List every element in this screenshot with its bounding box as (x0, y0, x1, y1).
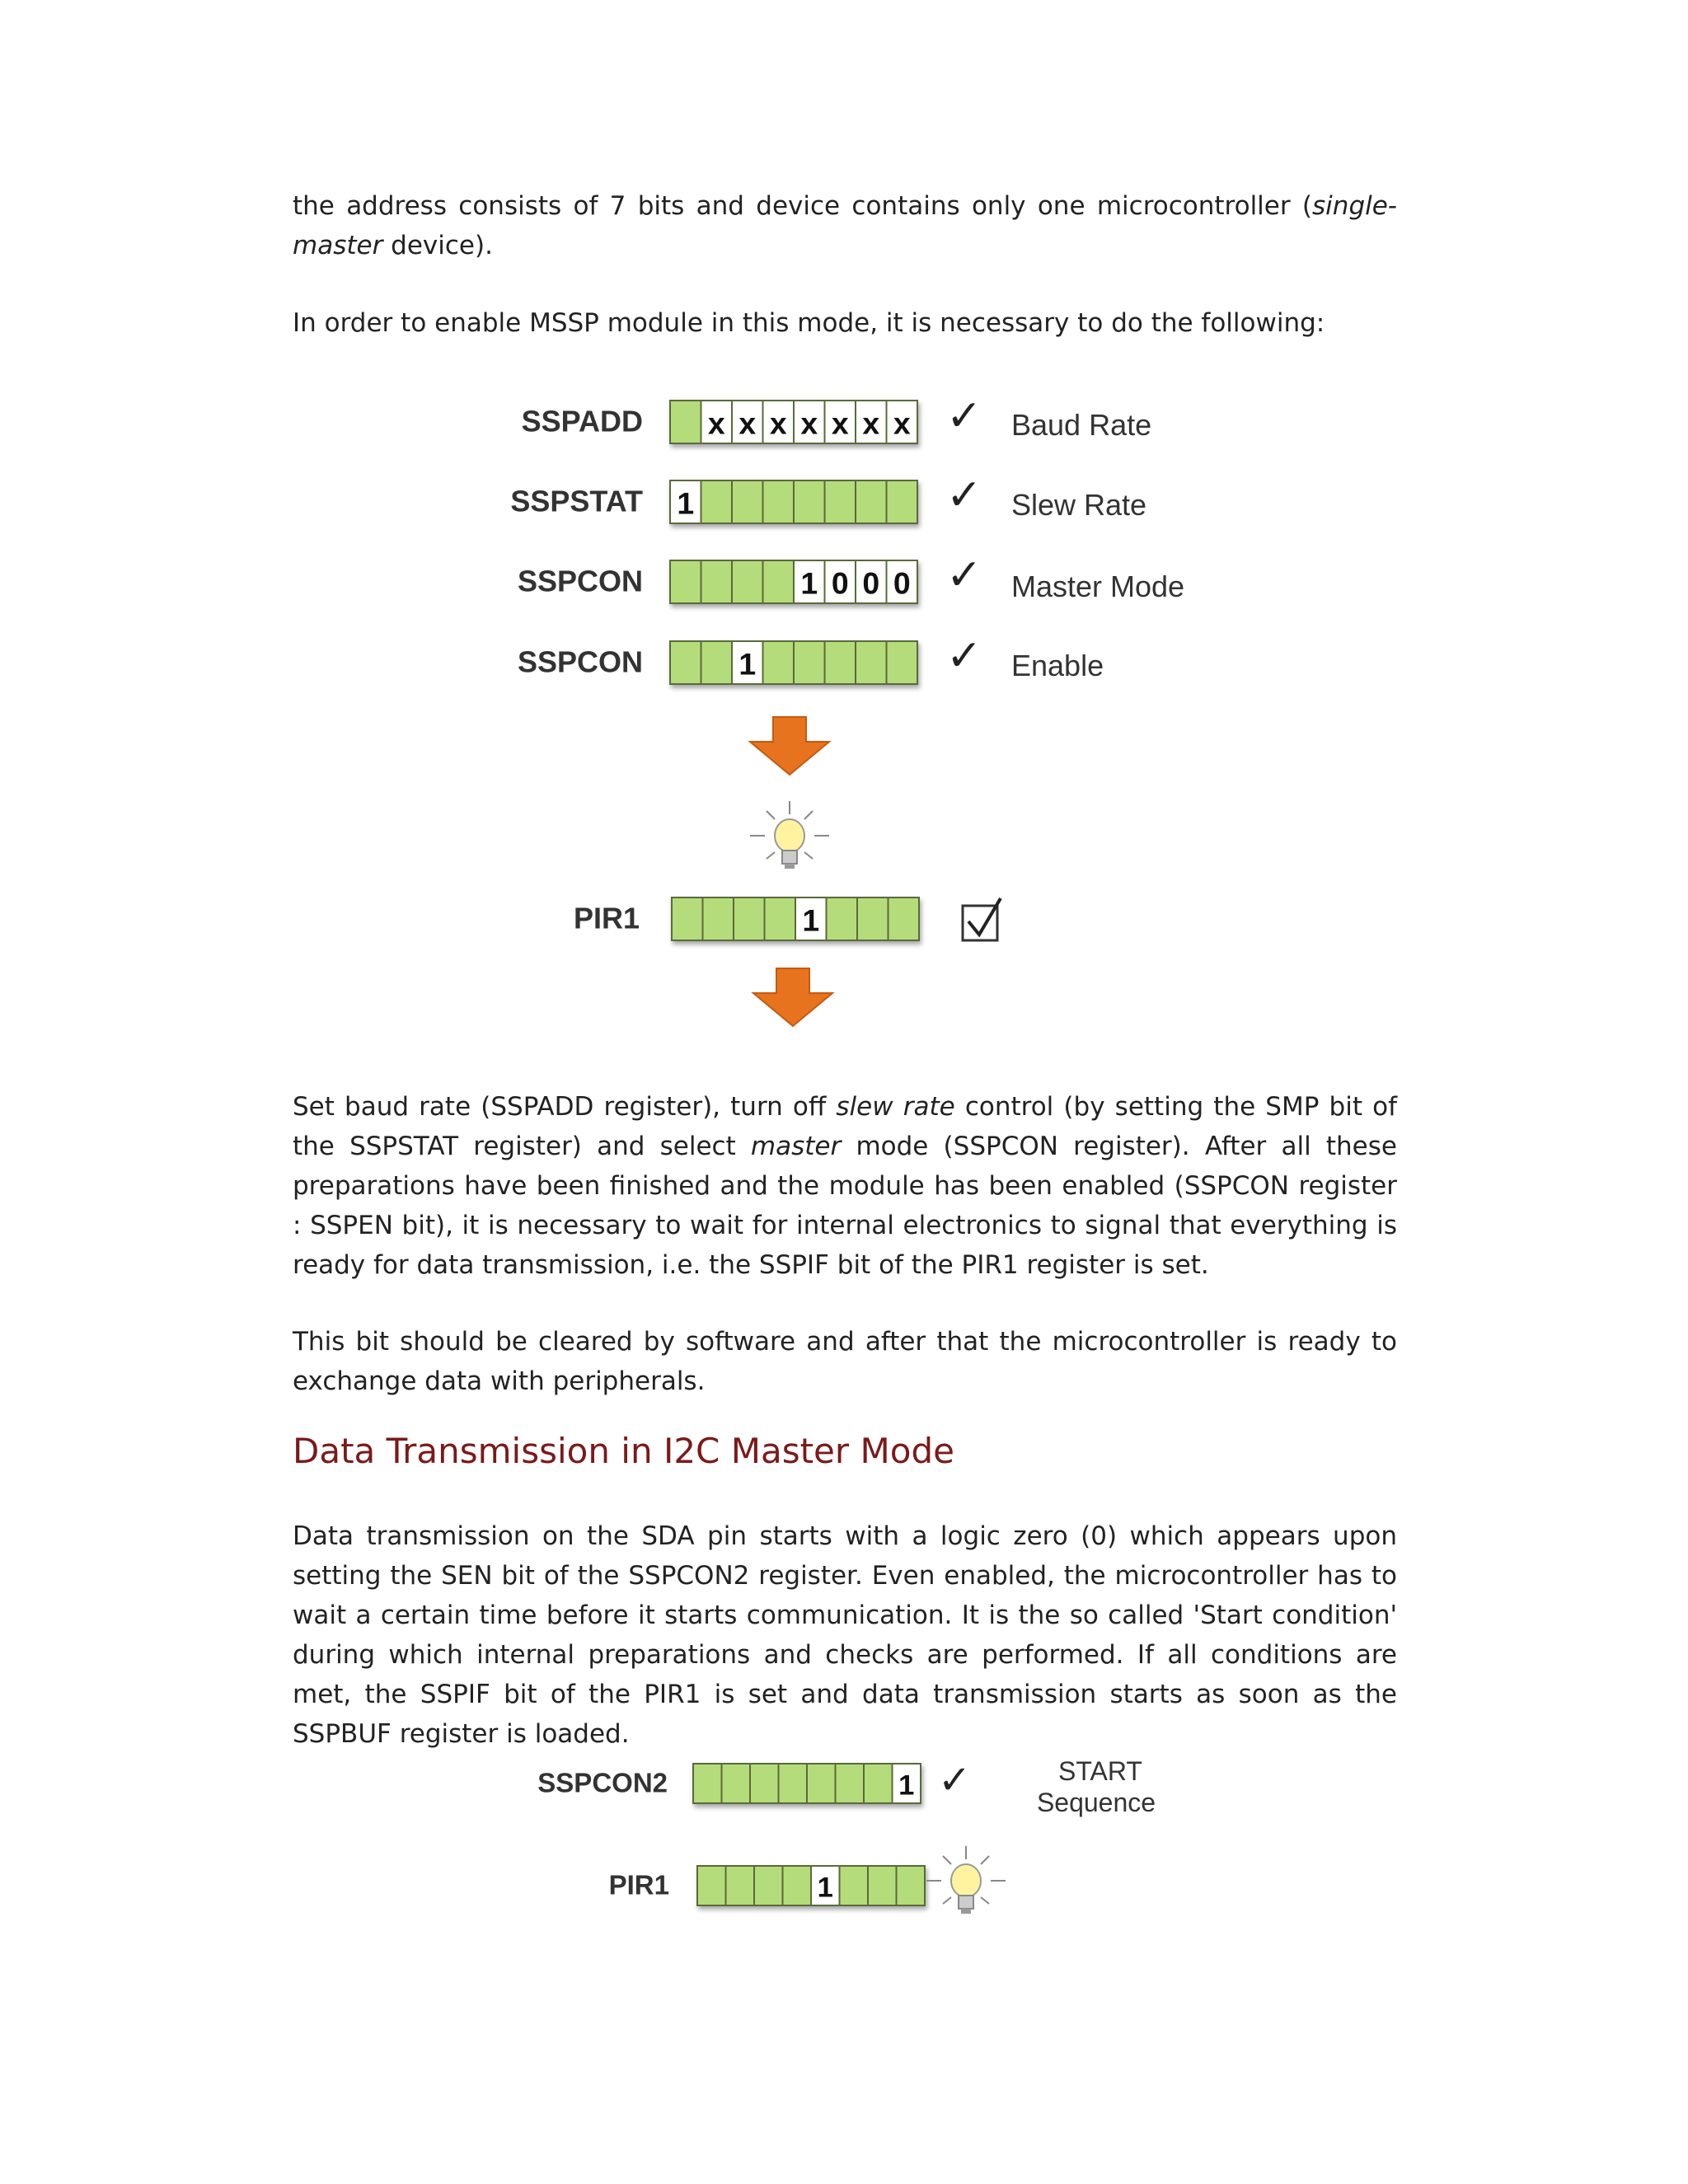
lightbulb-icon (926, 1846, 1006, 1914)
register-bit (732, 480, 763, 523)
intro-text-end: device). (382, 231, 493, 260)
cleared-text: This bit should be cleared by software and after that the microcontroller is ready to exchange data with peripherals. (293, 1327, 1397, 1396)
bit-value: 1 (800, 565, 818, 601)
register-bit (836, 1764, 865, 1803)
register-bit (763, 560, 795, 603)
bit-value: 0 (893, 565, 911, 601)
checkbox-icon (963, 898, 1001, 940)
bit-value: 1 (898, 1769, 915, 1802)
register-bit (693, 1764, 722, 1803)
register-name: PIR1 (573, 901, 640, 935)
down-arrow-icon (750, 717, 829, 775)
register-bit (897, 1866, 926, 1905)
register-name: SSPADD (521, 404, 643, 438)
register-bits (670, 641, 917, 684)
setup-italic-1: slew rate (836, 1092, 955, 1122)
register-bit (868, 1866, 897, 1905)
register-bits (670, 560, 917, 603)
start-sequence-diagram (0, 1731, 1688, 2143)
intro-text: the address consists of 7 bits and device contains only one microcontroller ( (293, 191, 1313, 221)
register-row (518, 560, 917, 603)
setup-paragraph (293, 1087, 1397, 1285)
register-bit (887, 480, 918, 523)
check-icon: ✓ (946, 471, 982, 520)
register-bit (794, 480, 825, 523)
register-bit (887, 641, 918, 684)
down-arrow-icon (753, 968, 832, 1026)
start-label-line1: START (1058, 1756, 1142, 1786)
row-description: Master Mode (1011, 569, 1185, 603)
check-icon: ✓ (946, 391, 982, 441)
setup-text-3: mode (SSPCON register). After all these preparations have been finished and the module has been enabled (SSPCON register : SSPEN bit), it is necessary to wait for internal electronics to signal that everything is ready for data transmission, i.e. the SSPIF bit of the PIR1 register is set. (293, 1132, 1397, 1280)
section-heading: Data Transmission in I2C Master Mode (293, 1431, 954, 1471)
bit-value: 1 (677, 485, 695, 521)
check-icon: ✓ (938, 1757, 972, 1803)
row-description: Slew Rate (1011, 488, 1147, 522)
register-bit (840, 1866, 869, 1905)
register-bit (889, 898, 920, 940)
register-bit (701, 641, 733, 684)
bit-value: 0 (862, 565, 880, 601)
register-bits (672, 898, 919, 940)
register-bit (670, 401, 701, 443)
setup-text-1: Set baud rate (SSPADD register), turn off (293, 1092, 837, 1122)
bit-value: 1 (817, 1872, 833, 1904)
lightbulb-icon (750, 801, 829, 869)
register-bit (670, 641, 701, 684)
setup-text-2: control (by setting the SMP bit of the SSPSTAT register) and select (293, 1092, 1398, 1161)
register-name: SSPCON (517, 644, 643, 679)
transmission-paragraph (293, 1516, 1397, 1754)
register-bit (856, 480, 887, 523)
register-bit (722, 1764, 751, 1803)
intro-italic: single-master (293, 191, 1397, 260)
register-bit (697, 1866, 726, 1905)
register-bit (732, 560, 763, 603)
register-setup-diagram (0, 0, 1688, 1071)
bit-value: 1 (738, 646, 757, 682)
register-bit (779, 1764, 808, 1803)
check-icon: ✓ (946, 631, 982, 681)
setup-italic-2: master (750, 1132, 842, 1161)
check-icon: ✓ (946, 551, 982, 600)
register-row (537, 1764, 921, 1803)
bit-value: x (862, 405, 880, 441)
register-bit (703, 898, 734, 940)
register-bit (825, 480, 856, 523)
register-row (518, 641, 917, 684)
register-bit (763, 641, 795, 684)
register-bit (701, 480, 733, 523)
register-bit (754, 1866, 783, 1905)
row-description: Enable (1011, 649, 1104, 682)
row-description: Baud Rate (1011, 408, 1152, 442)
bit-value: x (893, 405, 911, 441)
register-bit (857, 898, 889, 940)
register-bit (827, 898, 858, 940)
register-bit (765, 898, 796, 940)
register-bit (670, 560, 701, 603)
bit-value: x (769, 405, 787, 441)
bit-value: 1 (802, 902, 820, 938)
register-bit (783, 1866, 812, 1905)
register-bits (693, 1764, 921, 1803)
register-bit (726, 1866, 755, 1905)
register-name: PIR1 (608, 1869, 669, 1900)
register-bit (734, 898, 765, 940)
register-row (522, 401, 917, 443)
pir1-register-row (574, 898, 919, 940)
bit-value: x (831, 405, 849, 441)
register-bits (670, 480, 917, 523)
bit-value: x (707, 405, 725, 441)
register-row (510, 480, 917, 523)
bit-value: x (800, 405, 818, 441)
register-name: SSPCON (517, 564, 643, 598)
transmission-text: Data transmission on the SDA pin starts with a logic zero (0) which appears upon setting the SEN bit of the SSPCON2 register. Even enabled, the microcontroller has to wait a certain time before it starts communication. It is the so called 'Start condition' during which internal preparations and checks are performed. If all conditions are met, the SSPIF bit of the PIR1 is set and data transmission starts as soon as the SSPBUF register is loaded. (293, 1521, 1397, 1749)
register-bit (825, 641, 856, 684)
register-bit (672, 898, 703, 940)
register-name: SSPSTAT (510, 484, 643, 518)
pir1-register-row (609, 1866, 925, 1905)
bit-value: 0 (831, 565, 849, 601)
register-bit (864, 1764, 893, 1803)
register-bit (750, 1764, 779, 1803)
start-label-line2: Sequence (1036, 1788, 1156, 1817)
register-bit (763, 480, 795, 523)
register-bits (697, 1866, 925, 1905)
register-bit (856, 641, 887, 684)
register-bit (794, 641, 825, 684)
register-name: SSPCON2 (537, 1767, 668, 1798)
enable-text: In order to enable MSSP module in this mode, it is necessary to do the following: (293, 308, 1325, 338)
cleared-paragraph (293, 1322, 1397, 1401)
register-bit (701, 560, 733, 603)
register-bit (807, 1764, 836, 1803)
bit-value: x (738, 405, 757, 441)
